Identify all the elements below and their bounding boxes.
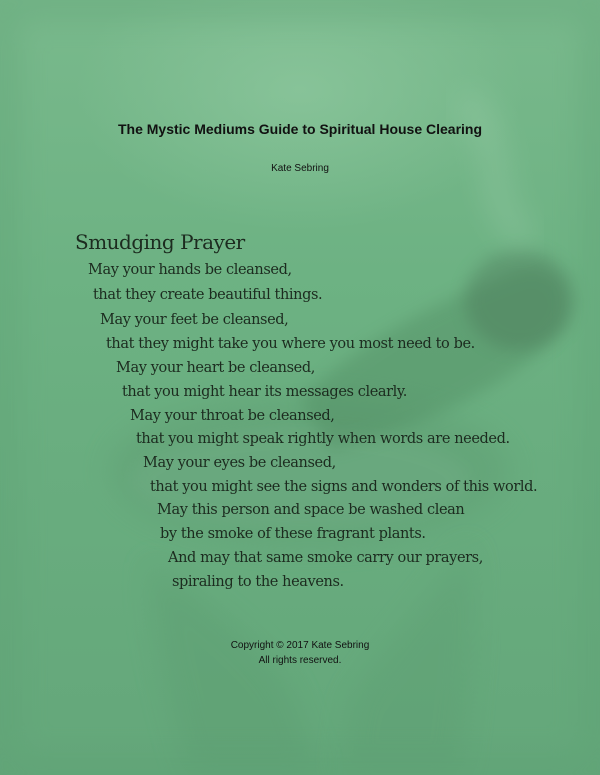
prayer-line: that you might see the signs and wonders of this world. <box>150 479 538 495</box>
prayer-line: spiraling to the heavens. <box>172 574 344 590</box>
prayer-line: May your heart be cleansed, <box>116 360 315 376</box>
prayer-line: that you might speak rightly when words are needed. <box>136 431 510 447</box>
prayer-line: May your throat be cleansed, <box>130 408 335 424</box>
copyright-line: Copyright © 2017 Kate Sebring <box>230 640 370 651</box>
prayer-line: May your hands be cleansed, <box>88 262 292 278</box>
prayer-line: that you might hear its messages clearly. <box>122 384 407 400</box>
prayer-line: May your feet be cleansed, <box>100 312 289 328</box>
prayer-line: May your eyes be cleansed, <box>143 455 336 471</box>
prayer-line: that they create beautiful things. <box>93 287 323 303</box>
prayer-line: May this person and space be washed clean <box>157 502 465 518</box>
copyright-notice <box>0 638 600 668</box>
author-name: Kate Sebring <box>271 163 329 174</box>
prayer-line: And may that same smoke carry our prayers, <box>168 550 483 566</box>
rights-line: All rights reserved. <box>258 655 342 666</box>
prayer-heading: Smudging Prayer <box>75 230 245 254</box>
prayer-line: that they might take you where you most need to be. <box>106 336 475 352</box>
prayer-line: by the smoke of these fragrant plants. <box>160 526 426 542</box>
document-title: The Mystic Mediums Guide to Spiritual House Clearing <box>117 121 483 137</box>
